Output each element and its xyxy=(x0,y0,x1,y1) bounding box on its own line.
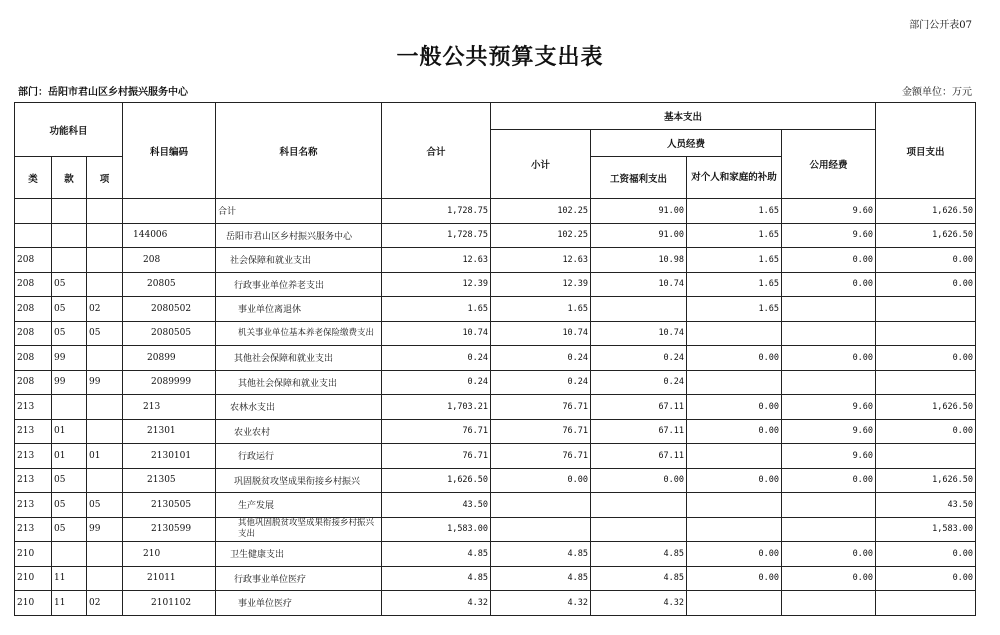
cell-code xyxy=(123,199,216,224)
cell-subtotal: 76.71 xyxy=(491,395,591,420)
cell-code: 2130505 xyxy=(123,493,216,518)
cell-project: 1,626.50 xyxy=(876,468,976,493)
cell-salary: 10.74 xyxy=(591,321,687,346)
cell-subsidy: 1.65 xyxy=(687,272,782,297)
cell-subtotal: 102.25 xyxy=(491,223,591,248)
cell-lei: 208 xyxy=(15,346,52,371)
cell-subsidy xyxy=(687,517,782,542)
cell-lei: 213 xyxy=(15,444,52,469)
cell-xiang xyxy=(87,419,123,444)
cell-subsidy: 0.00 xyxy=(687,542,782,567)
cell-subsidy xyxy=(687,493,782,518)
cell-xiang xyxy=(87,468,123,493)
cell-subsidy xyxy=(687,591,782,616)
cell-name: 行政事业单位医疗 xyxy=(216,566,382,591)
cell-subsidy: 0.00 xyxy=(687,468,782,493)
cell-total: 1,728.75 xyxy=(382,223,491,248)
cell-name: 社会保障和就业支出 xyxy=(216,248,382,273)
cell-public-funds: 0.00 xyxy=(782,566,876,591)
cell-code: 20899 xyxy=(123,346,216,371)
cell-subtotal: 10.74 xyxy=(491,321,591,346)
cell-project: 1,583.00 xyxy=(876,517,976,542)
cell-lei: 213 xyxy=(15,419,52,444)
cell-salary xyxy=(591,493,687,518)
cell-lei: 213 xyxy=(15,468,52,493)
cell-total: 1,583.00 xyxy=(382,517,491,542)
header-subtotal: 小计 xyxy=(491,130,591,199)
cell-lei: 208 xyxy=(15,272,52,297)
table-row xyxy=(15,517,976,542)
cell-salary: 10.98 xyxy=(591,248,687,273)
cell-total: 43.50 xyxy=(382,493,491,518)
cell-salary: 67.11 xyxy=(591,419,687,444)
cell-salary: 91.00 xyxy=(591,223,687,248)
table-row xyxy=(15,370,976,395)
cell-public-funds: 0.00 xyxy=(782,468,876,493)
header-subsidy: 对个人和家庭的补助 xyxy=(687,157,782,199)
cell-total: 4.32 xyxy=(382,591,491,616)
cell-subsidy: 0.00 xyxy=(687,566,782,591)
cell-xiang: 99 xyxy=(87,370,123,395)
cell-total: 1,626.50 xyxy=(382,468,491,493)
cell-total: 0.24 xyxy=(382,346,491,371)
cell-project xyxy=(876,297,976,322)
cell-subtotal: 0.00 xyxy=(491,468,591,493)
cell-project xyxy=(876,321,976,346)
header-project-expenditure: 项目支出 xyxy=(876,103,976,199)
cell-project: 0.00 xyxy=(876,566,976,591)
cell-kuan: 99 xyxy=(52,370,87,395)
cell-xiang: 02 xyxy=(87,591,123,616)
cell-subtotal: 4.32 xyxy=(491,591,591,616)
cell-xiang xyxy=(87,272,123,297)
cell-total: 76.71 xyxy=(382,419,491,444)
cell-code: 2089999 xyxy=(123,370,216,395)
cell-name: 卫生健康支出 xyxy=(216,542,382,567)
cell-kuan: 01 xyxy=(52,444,87,469)
cell-subtotal: 0.24 xyxy=(491,346,591,371)
cell-total: 4.85 xyxy=(382,542,491,567)
cell-subsidy: 1.65 xyxy=(687,199,782,224)
cell-total: 10.74 xyxy=(382,321,491,346)
cell-public-funds xyxy=(782,297,876,322)
header-public-funds: 公用经费 xyxy=(782,130,876,199)
cell-subsidy: 0.00 xyxy=(687,419,782,444)
page-title: 一般公共预算支出表 xyxy=(396,44,604,70)
cell-name: 生产发展 xyxy=(216,493,382,518)
cell-total: 1,728.75 xyxy=(382,199,491,224)
cell-project: 1,626.50 xyxy=(876,199,976,224)
cell-xiang: 05 xyxy=(87,321,123,346)
cell-code: 213 xyxy=(123,395,216,420)
cell-code: 208 xyxy=(123,248,216,273)
cell-kuan: 11 xyxy=(52,566,87,591)
cell-total: 0.24 xyxy=(382,370,491,395)
cell-kuan: 99 xyxy=(52,346,87,371)
cell-public-funds: 0.00 xyxy=(782,542,876,567)
cell-salary: 0.00 xyxy=(591,468,687,493)
cell-total: 1,703.21 xyxy=(382,395,491,420)
cell-code: 2080505 xyxy=(123,321,216,346)
cell-public-funds: 9.60 xyxy=(782,444,876,469)
cell-xiang: 05 xyxy=(87,493,123,518)
cell-code: 2101102 xyxy=(123,591,216,616)
cell-kuan xyxy=(52,248,87,273)
cell-lei: 213 xyxy=(15,493,52,518)
cell-project: 0.00 xyxy=(876,346,976,371)
cell-salary: 67.11 xyxy=(591,444,687,469)
cell-name: 事业单位离退休 xyxy=(216,297,382,322)
form-number: 部门公开表07 xyxy=(909,20,972,31)
cell-kuan: 01 xyxy=(52,419,87,444)
cell-subtotal: 102.25 xyxy=(491,199,591,224)
table-row xyxy=(15,272,976,297)
header-name: 科目名称 xyxy=(216,103,382,199)
cell-kuan: 05 xyxy=(52,468,87,493)
cell-total: 1.65 xyxy=(382,297,491,322)
cell-code: 2080502 xyxy=(123,297,216,322)
table-row xyxy=(15,591,976,616)
cell-salary: 4.85 xyxy=(591,542,687,567)
table-row xyxy=(15,493,976,518)
cell-subsidy xyxy=(687,321,782,346)
cell-name: 事业单位医疗 xyxy=(216,591,382,616)
cell-public-funds xyxy=(782,517,876,542)
cell-total: 12.63 xyxy=(382,248,491,273)
table-row xyxy=(15,566,976,591)
cell-lei: 210 xyxy=(15,591,52,616)
cell-kuan xyxy=(52,542,87,567)
cell-xiang xyxy=(87,199,123,224)
cell-code: 144006 xyxy=(123,223,216,248)
cell-subsidy: 1.65 xyxy=(687,248,782,273)
cell-salary: 0.24 xyxy=(591,346,687,371)
cell-lei: 208 xyxy=(15,321,52,346)
cell-kuan: 11 xyxy=(52,591,87,616)
cell-project: 1,626.50 xyxy=(876,223,976,248)
cell-xiang: 99 xyxy=(87,517,123,542)
cell-public-funds: 9.60 xyxy=(782,223,876,248)
cell-subsidy: 0.00 xyxy=(687,346,782,371)
cell-kuan xyxy=(52,199,87,224)
cell-code: 21301 xyxy=(123,419,216,444)
cell-salary: 4.32 xyxy=(591,591,687,616)
cell-subtotal: 76.71 xyxy=(491,444,591,469)
cell-subtotal: 12.39 xyxy=(491,272,591,297)
cell-total: 76.71 xyxy=(382,444,491,469)
cell-public-funds: 0.00 xyxy=(782,346,876,371)
cell-kuan: 05 xyxy=(52,517,87,542)
cell-lei: 210 xyxy=(15,566,52,591)
table-row xyxy=(15,248,976,273)
header-func-subject: 功能科目 xyxy=(15,103,123,157)
table-row xyxy=(15,346,976,371)
header-total: 合计 xyxy=(382,103,491,199)
cell-public-funds: 0.00 xyxy=(782,272,876,297)
cell-project: 0.00 xyxy=(876,272,976,297)
header-salary: 工资福利支出 xyxy=(591,157,687,199)
cell-kuan xyxy=(52,395,87,420)
cell-project: 43.50 xyxy=(876,493,976,518)
cell-public-funds xyxy=(782,321,876,346)
cell-name: 巩固脱贫攻坚成果衔接乡村振兴 xyxy=(216,468,382,493)
cell-subtotal: 4.85 xyxy=(491,542,591,567)
header-code: 科目编码 xyxy=(123,103,216,199)
cell-total: 12.39 xyxy=(382,272,491,297)
cell-xiang xyxy=(87,248,123,273)
cell-name: 其他巩固脱贫攻坚成果衔接乡村振兴支出 xyxy=(216,517,382,542)
cell-code: 21011 xyxy=(123,566,216,591)
cell-subsidy: 1.65 xyxy=(687,223,782,248)
cell-kuan: 05 xyxy=(52,321,87,346)
cell-xiang xyxy=(87,223,123,248)
cell-project: 0.00 xyxy=(876,248,976,273)
cell-name: 其他社会保障和就业支出 xyxy=(216,370,382,395)
cell-code: 210 xyxy=(123,542,216,567)
cell-project: 0.00 xyxy=(876,542,976,567)
cell-public-funds xyxy=(782,591,876,616)
cell-lei: 213 xyxy=(15,517,52,542)
header-xiang: 项 xyxy=(87,157,123,199)
cell-code: 2130101 xyxy=(123,444,216,469)
amount-unit-label: 金额单位：万元 xyxy=(902,87,972,98)
table-body xyxy=(15,199,976,616)
cell-name: 岳阳市君山区乡村振兴服务中心 xyxy=(216,223,382,248)
cell-kuan: 05 xyxy=(52,493,87,518)
cell-name: 合计 xyxy=(216,199,382,224)
cell-subtotal xyxy=(491,517,591,542)
table-row xyxy=(15,321,976,346)
table-row xyxy=(15,468,976,493)
cell-salary: 10.74 xyxy=(591,272,687,297)
cell-code: 20805 xyxy=(123,272,216,297)
cell-project: 1,626.50 xyxy=(876,395,976,420)
cell-salary: 4.85 xyxy=(591,566,687,591)
table-row xyxy=(15,395,976,420)
cell-subtotal: 76.71 xyxy=(491,419,591,444)
cell-code: 2130599 xyxy=(123,517,216,542)
cell-subsidy: 0.00 xyxy=(687,395,782,420)
cell-total: 4.85 xyxy=(382,566,491,591)
cell-subtotal: 4.85 xyxy=(491,566,591,591)
table-row xyxy=(15,199,976,224)
cell-subsidy: 1.65 xyxy=(687,297,782,322)
table-row xyxy=(15,297,976,322)
table-row xyxy=(15,542,976,567)
cell-name: 农业农村 xyxy=(216,419,382,444)
cell-xiang xyxy=(87,395,123,420)
cell-subtotal xyxy=(491,493,591,518)
header-personnel: 人员经费 xyxy=(591,130,782,157)
header-lei: 类 xyxy=(15,157,52,199)
cell-subsidy xyxy=(687,370,782,395)
cell-kuan: 05 xyxy=(52,272,87,297)
cell-public-funds: 9.60 xyxy=(782,419,876,444)
cell-public-funds: 9.60 xyxy=(782,395,876,420)
department-label: 部门：岳阳市君山区乡村振兴服务中心 xyxy=(18,87,188,98)
cell-project xyxy=(876,444,976,469)
cell-salary: 67.11 xyxy=(591,395,687,420)
cell-lei: 208 xyxy=(15,297,52,322)
cell-xiang xyxy=(87,542,123,567)
cell-salary xyxy=(591,297,687,322)
cell-name: 其他社会保障和就业支出 xyxy=(216,346,382,371)
cell-lei: 210 xyxy=(15,542,52,567)
cell-xiang xyxy=(87,346,123,371)
cell-lei: 208 xyxy=(15,248,52,273)
cell-code: 21305 xyxy=(123,468,216,493)
cell-project xyxy=(876,591,976,616)
table-row xyxy=(15,223,976,248)
table-row xyxy=(15,444,976,469)
cell-lei: 208 xyxy=(15,370,52,395)
cell-name: 机关事业单位基本养老保险缴费支出 xyxy=(216,321,382,346)
header-kuan: 款 xyxy=(52,157,87,199)
budget-table xyxy=(14,102,976,616)
cell-public-funds: 0.00 xyxy=(782,248,876,273)
cell-public-funds xyxy=(782,370,876,395)
table-header xyxy=(15,103,976,199)
cell-name: 农林水支出 xyxy=(216,395,382,420)
cell-lei xyxy=(15,223,52,248)
cell-name: 行政运行 xyxy=(216,444,382,469)
cell-project xyxy=(876,370,976,395)
cell-name: 行政事业单位养老支出 xyxy=(216,272,382,297)
header-basic-expenditure: 基本支出 xyxy=(491,103,876,130)
cell-subtotal: 1.65 xyxy=(491,297,591,322)
cell-lei xyxy=(15,199,52,224)
cell-subtotal: 12.63 xyxy=(491,248,591,273)
cell-public-funds: 9.60 xyxy=(782,199,876,224)
cell-subtotal: 0.24 xyxy=(491,370,591,395)
cell-salary: 91.00 xyxy=(591,199,687,224)
cell-salary: 0.24 xyxy=(591,370,687,395)
cell-xiang: 02 xyxy=(87,297,123,322)
cell-public-funds xyxy=(782,493,876,518)
cell-xiang: 01 xyxy=(87,444,123,469)
cell-project: 0.00 xyxy=(876,419,976,444)
cell-kuan xyxy=(52,223,87,248)
cell-xiang xyxy=(87,566,123,591)
cell-lei: 213 xyxy=(15,395,52,420)
cell-salary xyxy=(591,517,687,542)
cell-kuan: 05 xyxy=(52,297,87,322)
table-row xyxy=(15,419,976,444)
cell-subsidy xyxy=(687,444,782,469)
